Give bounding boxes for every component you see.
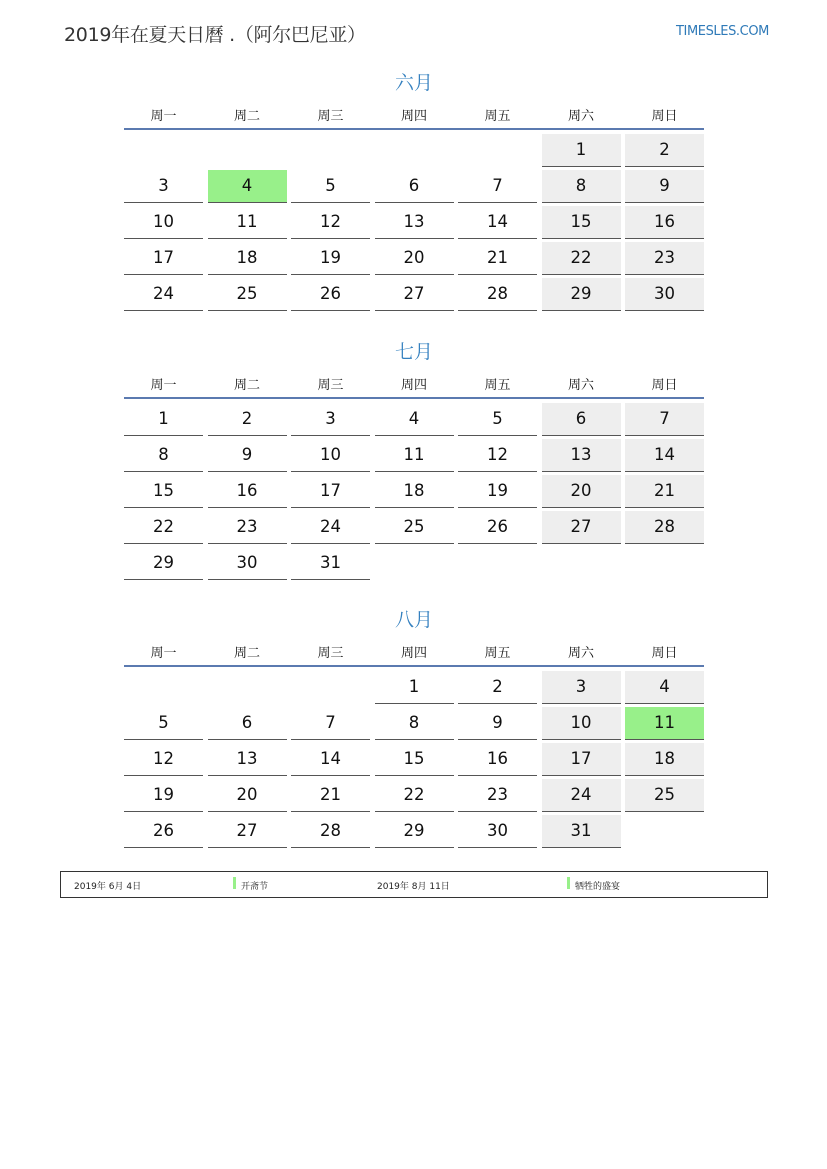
weekday-header (124, 643, 704, 667)
legend-date: 2019年 6月 4日 (74, 882, 142, 892)
day-cell: 30 (458, 815, 537, 848)
day-cell: 7 (625, 403, 704, 436)
weekday-label: 周日 (651, 378, 678, 393)
day-cell: 2 (458, 671, 537, 704)
empty-cell (375, 134, 454, 167)
day-cell: 19 (458, 475, 537, 508)
day-cell: 10 (542, 707, 621, 740)
day-cell: 23 (625, 242, 704, 275)
day-cell: 22 (542, 242, 621, 275)
day-cell: 2 (625, 134, 704, 167)
weekday-label: 周三 (317, 646, 344, 661)
day-cell: 29 (542, 278, 621, 311)
weekday-label: 周五 (484, 109, 511, 124)
legend-holiday-name: 开斋节 (241, 882, 269, 892)
weekday-label: 周日 (651, 646, 678, 661)
weekday-label: 周四 (400, 109, 427, 124)
day-cell: 20 (542, 475, 621, 508)
holiday-marker (233, 877, 236, 889)
day-cell: 20 (375, 242, 454, 275)
day-cell: 11 (375, 439, 454, 472)
day-cell: 6 (208, 707, 287, 740)
day-cell: 1 (542, 134, 621, 167)
page-title: 2019年在夏天日曆 .（阿尔巴尼亚） (64, 24, 366, 46)
day-cell: 23 (208, 511, 287, 544)
day-cell: 24 (542, 779, 621, 812)
day-cell: 3 (291, 403, 370, 436)
empty-cell (291, 671, 370, 704)
day-cell: 12 (458, 439, 537, 472)
month-august (124, 607, 704, 848)
day-cell: 21 (625, 475, 704, 508)
day-cell: 7 (291, 707, 370, 740)
day-cell: 31 (542, 815, 621, 848)
day-cell: 27 (542, 511, 621, 544)
day-cell: 16 (458, 743, 537, 776)
day-cell: 27 (375, 278, 454, 311)
day-cell: 7 (458, 170, 537, 203)
empty-cell (208, 134, 287, 167)
day-grid (124, 403, 704, 580)
day-cell: 13 (375, 206, 454, 239)
weekday-label: 周二 (233, 646, 260, 661)
day-cell: 3 (124, 170, 203, 203)
day-cell: 28 (625, 511, 704, 544)
day-cell: 6 (542, 403, 621, 436)
day-cell: 19 (291, 242, 370, 275)
day-cell: 26 (124, 815, 203, 848)
day-cell: 17 (542, 743, 621, 776)
holiday-legend (60, 871, 768, 898)
day-cell: 21 (291, 779, 370, 812)
day-cell: 30 (625, 278, 704, 311)
day-cell: 22 (124, 511, 203, 544)
day-cell: 5 (124, 707, 203, 740)
day-grid (124, 671, 704, 848)
day-cell: 26 (291, 278, 370, 311)
empty-cell (458, 134, 537, 167)
site-link[interactable]: TIMESLES.COM (675, 24, 769, 39)
day-cell: 15 (124, 475, 203, 508)
month-title: 七月 (394, 341, 433, 363)
day-cell: 29 (124, 547, 203, 580)
day-cell: 3 (542, 671, 621, 704)
day-cell: 12 (291, 206, 370, 239)
day-cell: 16 (625, 206, 704, 239)
day-cell: 26 (458, 511, 537, 544)
day-cell: 1 (124, 403, 203, 436)
weekday-label: 周三 (317, 109, 344, 124)
empty-cell (291, 134, 370, 167)
day-cell: 17 (124, 242, 203, 275)
day-cell: 8 (375, 707, 454, 740)
day-cell: 13 (542, 439, 621, 472)
day-cell: 25 (375, 511, 454, 544)
day-cell: 23 (458, 779, 537, 812)
day-cell: 14 (291, 743, 370, 776)
empty-cell (124, 134, 203, 167)
legend-holiday-name: 牺牲的盛宴 (575, 882, 621, 892)
day-cell: 24 (291, 511, 370, 544)
day-cell: 11 (208, 206, 287, 239)
day-cell: 18 (208, 242, 287, 275)
weekday-label: 周四 (400, 646, 427, 661)
day-cell: 17 (291, 475, 370, 508)
month-july (124, 339, 704, 580)
day-cell: 4 (375, 403, 454, 436)
empty-cell (124, 671, 203, 704)
weekday-label: 周六 (567, 378, 594, 393)
day-cell: 13 (208, 743, 287, 776)
weekday-header (124, 375, 704, 399)
weekday-label: 周六 (567, 646, 594, 661)
weekday-label: 周五 (484, 378, 511, 393)
weekday-label: 周二 (233, 378, 260, 393)
day-cell: 25 (625, 779, 704, 812)
day-cell: 6 (375, 170, 454, 203)
day-cell: 25 (208, 278, 287, 311)
month-june (124, 70, 704, 311)
weekday-label: 周三 (317, 378, 344, 393)
day-cell: 18 (375, 475, 454, 508)
day-cell: 19 (124, 779, 203, 812)
weekday-label: 周五 (484, 646, 511, 661)
day-cell: 15 (542, 206, 621, 239)
day-cell: 9 (458, 707, 537, 740)
holiday-marker (567, 877, 570, 889)
day-cell: 9 (625, 170, 704, 203)
empty-cell (208, 671, 287, 704)
month-title: 八月 (394, 609, 433, 631)
day-cell: 30 (208, 547, 287, 580)
day-cell: 5 (458, 403, 537, 436)
legend-date: 2019年 8月 11日 (377, 882, 450, 892)
weekday-label: 周六 (567, 109, 594, 124)
month-title: 六月 (394, 72, 433, 94)
weekday-label: 周一 (150, 109, 177, 124)
holiday-day-cell: 4 (208, 170, 287, 203)
day-cell: 31 (291, 547, 370, 580)
day-cell: 10 (291, 439, 370, 472)
holiday-day-cell: 11 (625, 707, 704, 740)
day-cell: 24 (124, 278, 203, 311)
day-cell: 10 (124, 206, 203, 239)
day-cell: 20 (208, 779, 287, 812)
day-grid (124, 134, 704, 311)
weekday-label: 周二 (233, 109, 260, 124)
day-cell: 16 (208, 475, 287, 508)
day-cell: 1 (375, 671, 454, 704)
weekday-label: 周一 (150, 378, 177, 393)
weekday-label: 周四 (400, 378, 427, 393)
day-cell: 4 (625, 671, 704, 704)
day-cell: 5 (291, 170, 370, 203)
day-cell: 2 (208, 403, 287, 436)
day-cell: 18 (625, 743, 704, 776)
day-cell: 14 (625, 439, 704, 472)
day-cell: 8 (124, 439, 203, 472)
weekday-header (124, 106, 704, 130)
day-cell: 22 (375, 779, 454, 812)
day-cell: 28 (291, 815, 370, 848)
weekday-label: 周日 (651, 109, 678, 124)
day-cell: 15 (375, 743, 454, 776)
weekday-label: 周一 (150, 646, 177, 661)
day-cell: 14 (458, 206, 537, 239)
day-cell: 27 (208, 815, 287, 848)
day-cell: 12 (124, 743, 203, 776)
day-cell: 9 (208, 439, 287, 472)
day-cell: 21 (458, 242, 537, 275)
day-cell: 28 (458, 278, 537, 311)
day-cell: 8 (542, 170, 621, 203)
day-cell: 29 (375, 815, 454, 848)
